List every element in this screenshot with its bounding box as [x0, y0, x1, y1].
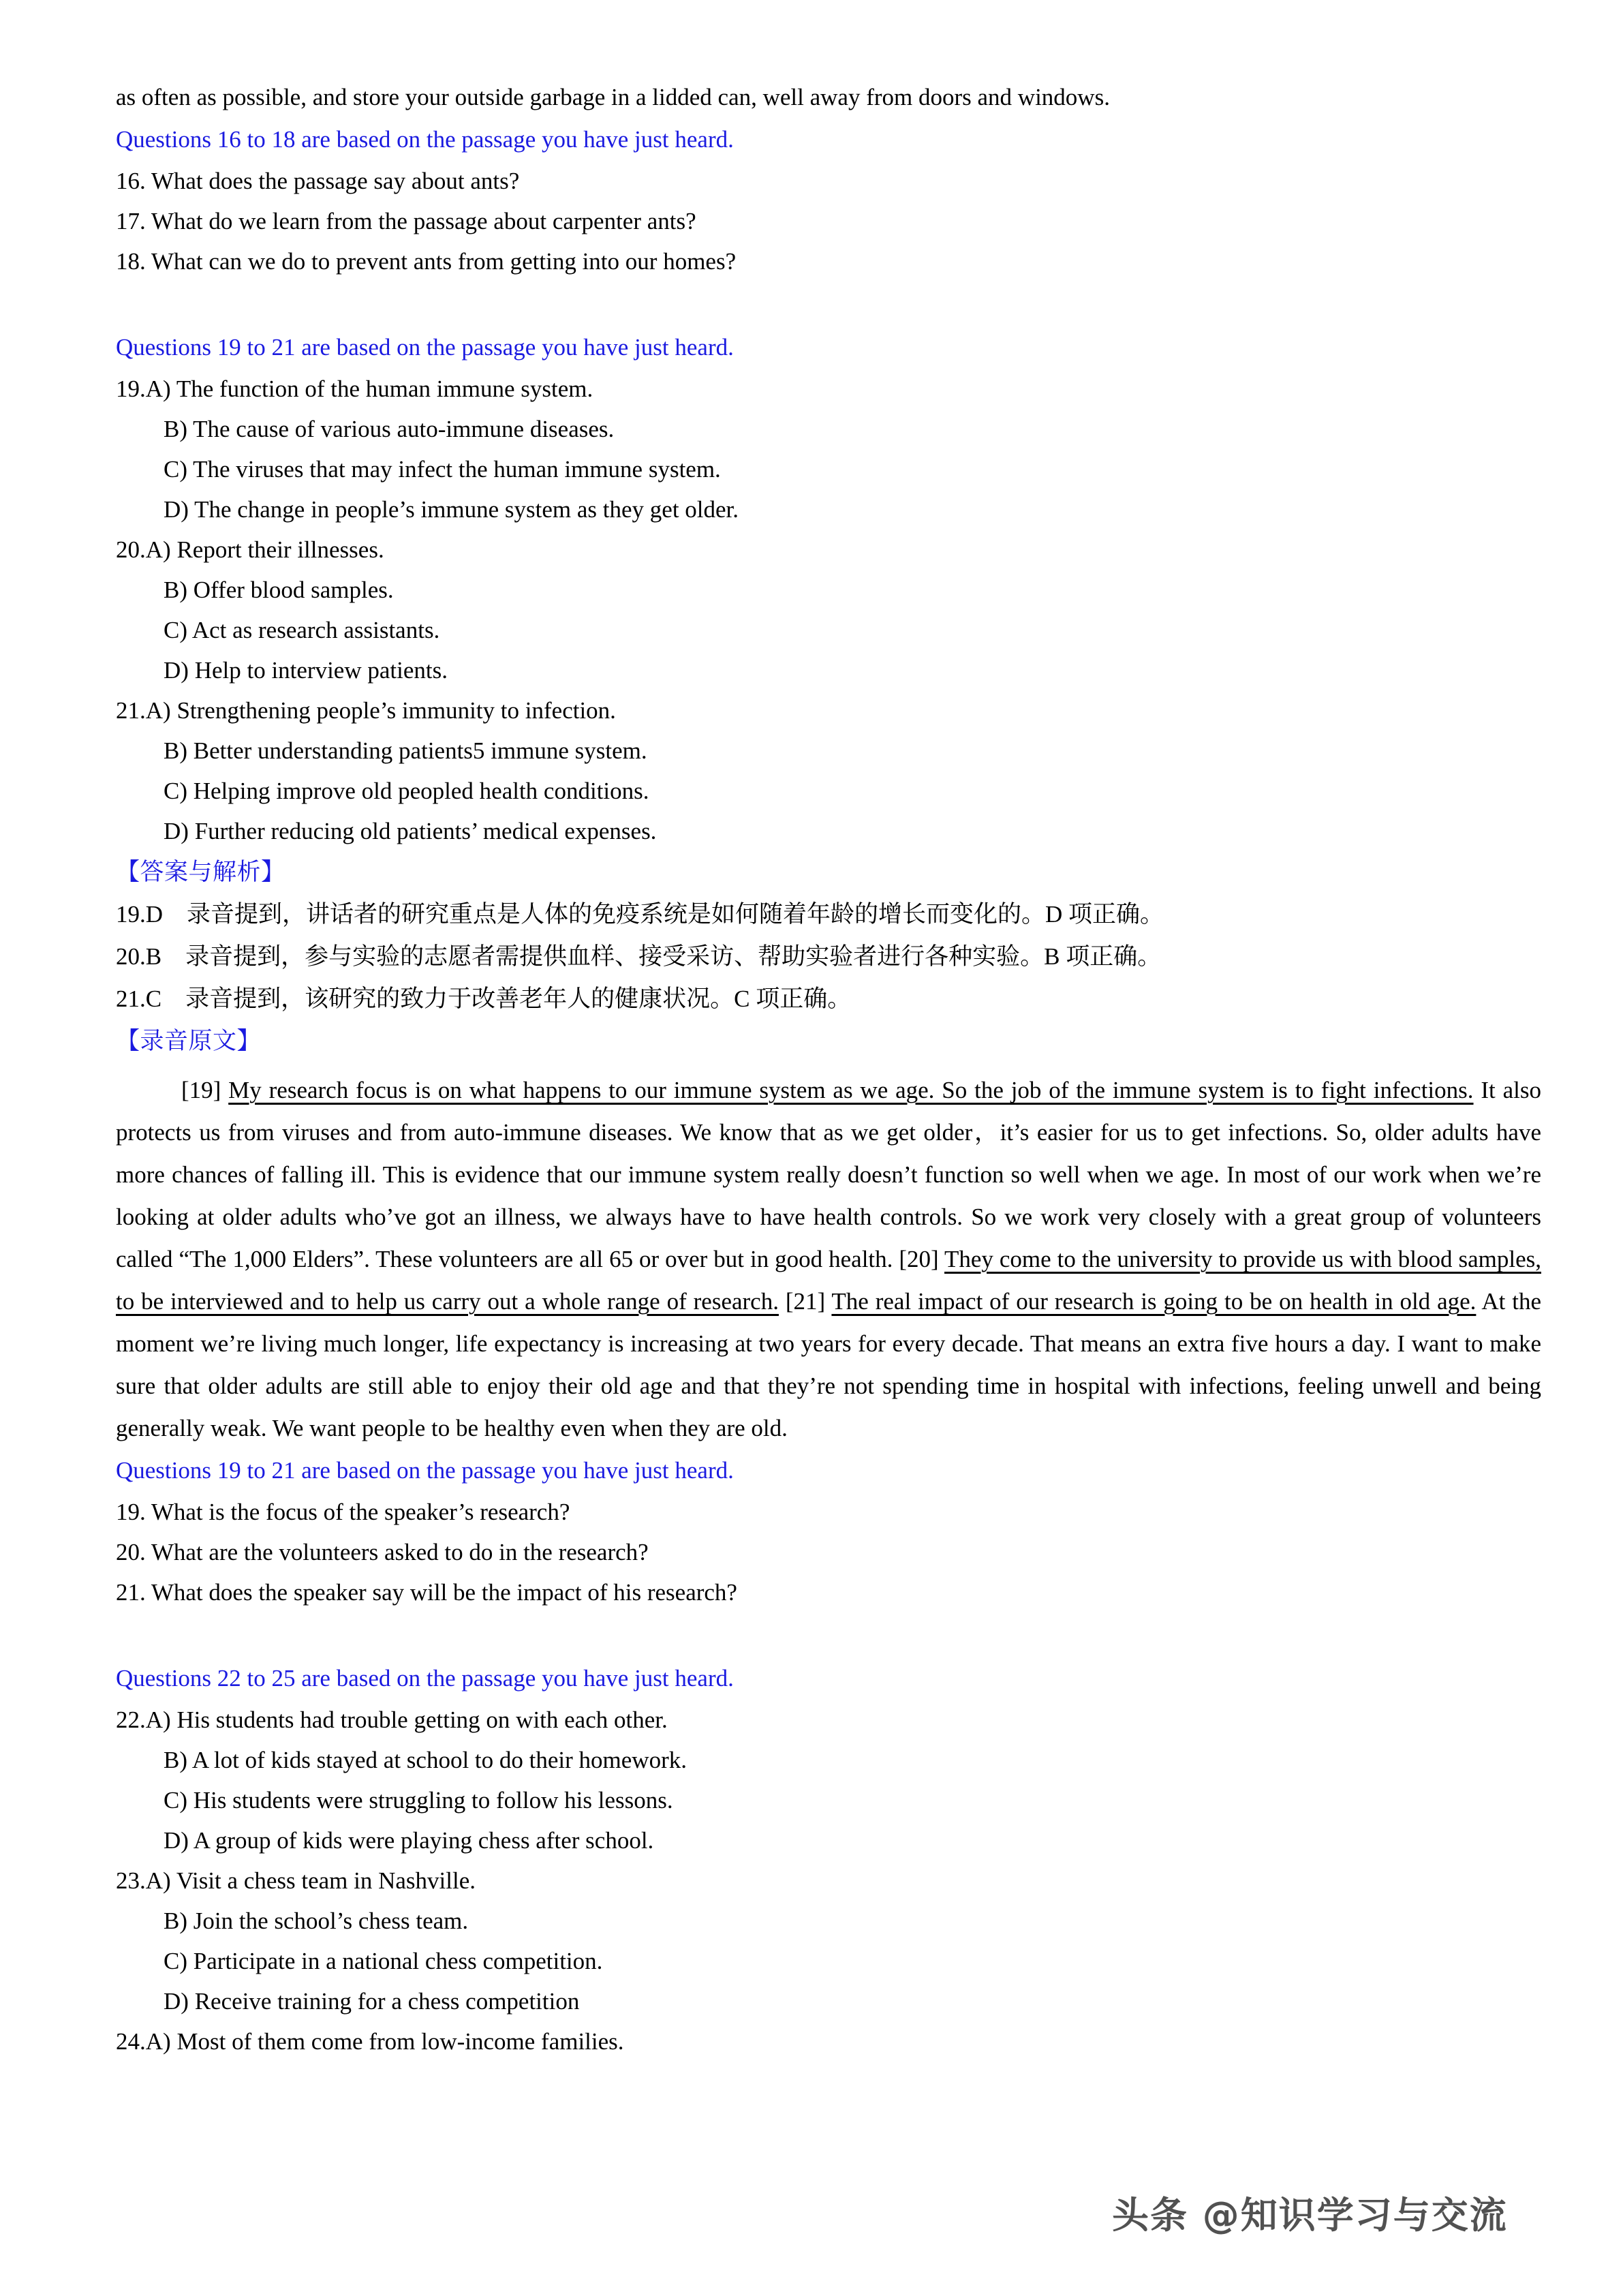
choice-text: Better understanding patients5 immune system.: [193, 737, 647, 764]
choice-letter: B): [164, 577, 187, 603]
question-item: 19. What is the focus of the speaker’s research?: [116, 1499, 570, 1525]
choice-text: Participate in a national chess competition.: [193, 1948, 603, 1974]
transcript-body-2: At the moment we’re living much longer, life expectancy is increasing at two years for every decade. That means an extra five hours a day. I want to make sure that older adults are still able to enjoy their old age and that they’re not spending time in hospital with infections, feeling unwell and being generally weak. We want people to be healthy even when they are old.: [116, 1288, 1541, 1441]
choice-row: [116, 1700, 1541, 1740]
choice-letter: A): [145, 1867, 171, 1894]
continuation-sentence: as often as possible, and store your outside garbage in a lidded can, well away from doors and windows.: [116, 84, 1110, 110]
choice-row: [116, 771, 1541, 811]
choice-row: [116, 731, 1541, 771]
choice-letter: C): [164, 778, 187, 804]
choice-list-19-21: [116, 369, 1541, 851]
choice-letter: D): [164, 1988, 189, 2015]
choice-text: Act as research assistants.: [191, 617, 440, 643]
choice-letter: B): [164, 737, 187, 764]
choice-row: [116, 811, 1541, 851]
question-item: 21. What does the speaker say will be the impact of his research?: [116, 1579, 737, 1606]
question-item: 17. What do we learn from the passage about carpenter ants?: [116, 208, 696, 234]
choice-letter: C): [164, 617, 187, 643]
choice-number: 19.: [116, 376, 146, 402]
question-item: 16. What does the passage say about ants?: [116, 168, 520, 194]
choice-row: [116, 690, 1541, 731]
choice-row: [116, 530, 1541, 570]
choice-text: His students were struggling to follow his lessons.: [193, 1787, 673, 1813]
choice-text: Visit a chess team in Nashville.: [176, 1867, 476, 1894]
choice-letter: D): [164, 1827, 189, 1854]
heading-questions-19-21: Questions 19 to 21 are based on the passage you have just heard.: [116, 334, 734, 361]
choice-text: Receive training for a chess competition: [194, 1988, 580, 2015]
choice-letter: A): [145, 536, 171, 563]
choice-letter: C): [164, 1787, 187, 1813]
transcript-marker-19: [19]: [181, 1077, 229, 1103]
section-gap: [116, 1612, 1541, 1657]
question-item: 20. What are the volunteers asked to do in the research?: [116, 1539, 649, 1565]
heading-questions-16-18: Questions 16 to 18 are based on the passage you have just heard.: [116, 126, 734, 153]
transcript-underline-21: The real impact of our research is going to be on health in old age.: [831, 1288, 1477, 1315]
choice-text: His students had trouble getting on with each other.: [176, 1706, 668, 1733]
heading-answers-and-analysis: 【答案与解析】: [116, 859, 285, 885]
choice-letter: A): [145, 697, 171, 724]
section-gap: [116, 281, 1541, 326]
choice-text: Join the school’s chess team.: [193, 1908, 469, 1934]
choice-number: 22.: [116, 1706, 146, 1733]
choice-letter: A): [145, 1706, 171, 1733]
choice-row: [116, 1740, 1541, 1780]
choice-letter: D): [164, 657, 189, 684]
choice-text: A group of kids were playing chess after school.: [193, 1827, 654, 1854]
choice-row: [116, 1861, 1541, 1901]
choice-row: [116, 369, 1541, 409]
transcript-passage: [116, 1069, 1541, 1450]
answer-explanation-row: 21.C 录音提到，该研究的致力于改善老年人的健康状况。C 项正确。: [116, 985, 852, 1012]
answer-explanation-row: 20.B 录音提到，参与实验的志愿者需提供血样、接受采访、帮助实验者进行各种实验。B 项正确。: [116, 943, 1162, 970]
transcript-body-1: It also protects us from viruses and from auto-immune diseases. We know that as we get older，it’s easier for us to get infections. So, older adults have more chances of falling ill. This is evidence that our immune system really doesn’t function so well when we age. In most of our work when we’re looking at older adults who’ve got an illness, we always have to have health controls. So we work very closely with a great group of volunteers called “The 1,000 Elders”. These volunteers are all 65 or over but in good health. [20]: [116, 1077, 1541, 1272]
choice-list-22-25: [116, 1700, 1541, 2062]
choice-letter: B): [164, 1747, 187, 1773]
choice-row: [116, 449, 1541, 489]
choice-text: The function of the human immune system.: [176, 376, 593, 402]
choice-text: Helping improve old peopled health conditions.: [193, 778, 649, 804]
answer-explanation-row: 19.D 录音提到，讲话者的研究重点是人体的免疫系统是如何随着年龄的增长而变化的。D 项正确。: [116, 901, 1164, 928]
transcript-marker-21: [21]: [778, 1288, 832, 1315]
choice-text: Strengthening people’s immunity to infection.: [176, 697, 616, 724]
heading-questions-19-21-repeat: Questions 19 to 21 are based on the passage you have just heard.: [116, 1457, 734, 1484]
choice-letter: A): [145, 376, 171, 402]
choice-row: [116, 610, 1541, 650]
choice-letter: D): [164, 818, 189, 844]
choice-letter: A): [145, 2028, 171, 2055]
choice-letter: B): [164, 1908, 187, 1934]
choice-text: The change in people’s immune system as they get older.: [194, 496, 739, 523]
choice-text: Help to interview patients.: [194, 657, 448, 684]
choice-text: The cause of various auto-immune diseases.: [193, 416, 615, 442]
choice-text: Further reducing old patients’ medical expenses.: [194, 818, 657, 844]
choice-letter: B): [164, 416, 187, 442]
choice-row: [116, 2021, 1541, 2062]
choice-row: [116, 1901, 1541, 1941]
choice-row: [116, 650, 1541, 690]
choice-number: 23.: [116, 1867, 146, 1894]
choice-row: [116, 1780, 1541, 1820]
choice-text: A lot of kids stayed at school to do their homework.: [191, 1747, 687, 1773]
choice-row: [116, 1820, 1541, 1861]
choice-text: Offer blood samples.: [193, 577, 394, 603]
transcript-underline-20: They come to the university to provide us with blood samples, to be interviewed and to help us carry out a whole range of research.: [116, 1246, 1541, 1315]
heading-transcript: 【录音原文】: [116, 1028, 262, 1054]
heading-questions-22-25: Questions 22 to 25 are based on the passage you have just heard.: [116, 1665, 734, 1692]
document-page: [116, 76, 1541, 2062]
choice-row: [116, 489, 1541, 530]
choice-row: [116, 409, 1541, 449]
question-item: 18. What can we do to prevent ants from getting into our homes?: [116, 248, 737, 275]
watermark-toutiao: 头条 @知识学习与交流: [1112, 2194, 1508, 2237]
choice-row: [116, 1981, 1541, 2021]
choice-number: 21.: [116, 697, 146, 724]
choice-letter: D): [164, 496, 189, 523]
choice-letter: C): [164, 456, 187, 483]
choice-number: 20.: [116, 536, 146, 563]
choice-text: Report their illnesses.: [176, 536, 384, 563]
choice-letter: C): [164, 1948, 187, 1974]
choice-text: Most of them come from low-income families.: [176, 2028, 624, 2055]
choice-row: [116, 1941, 1541, 1981]
choice-number: 24.: [116, 2028, 146, 2055]
choice-row: [116, 570, 1541, 610]
transcript-underline-19: My research focus is on what happens to our immune system as we age. So the job of the immune system is to fight infections.: [228, 1077, 1474, 1103]
choice-text: The viruses that may infect the human immune system.: [193, 456, 721, 483]
